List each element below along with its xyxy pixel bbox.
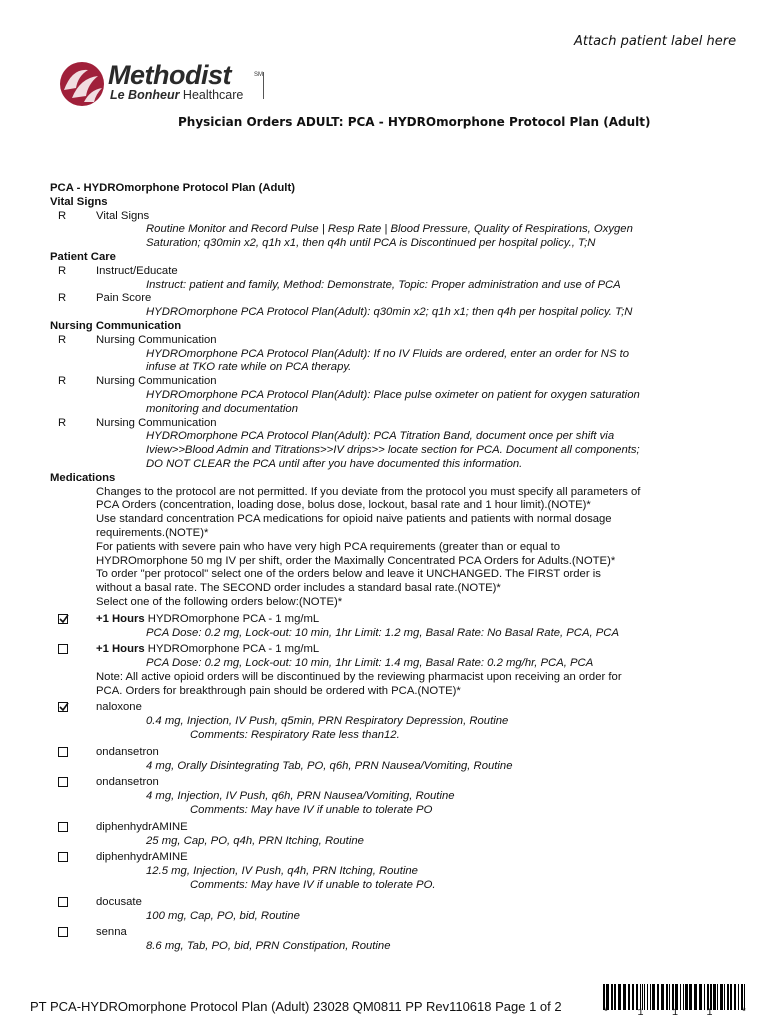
medication-detail: 4 mg, Injection, IV Push, q6h, PRN Nausea/Vomiting, Routine xyxy=(146,790,455,803)
medication-comment: Comments: May have IV if unable to tolerate PO. xyxy=(190,879,436,892)
medication-order xyxy=(50,746,740,774)
medication-order xyxy=(50,613,740,641)
barcode-bar xyxy=(683,984,684,1010)
attach-label: Attach patient label here xyxy=(574,34,737,49)
barcode-bar xyxy=(744,984,745,1010)
barcode-bar xyxy=(699,984,702,1010)
order-checkbox[interactable] xyxy=(58,897,68,907)
note-text: Use standard concentration PCA medications for opioid naive patients and patients with normal dosage xyxy=(96,513,612,526)
note-text: HYDROmorphone 50 mg IV per shift, order the Maximally Concentrated PCA Orders for Adults.(NOTE)* xyxy=(96,554,616,567)
medication-detail: PCA Dose: 0.2 mg, Lock-out: 10 min, 1hr Limit: 1.4 mg, Basal Rate: 0.2 mg/hr, PCA, PCA xyxy=(146,657,594,670)
medication-detail: 4 mg, Orally Disintegrating Tab, PO, q6h, PRN Nausea/Vomiting, Routine xyxy=(146,759,513,772)
barcode-bar xyxy=(669,984,670,1010)
order-detail: DO NOT CLEAR the PCA until after you have documented this information. xyxy=(146,457,523,470)
medication-detail: 25 mg, Cap, PO, q4h, PRN Itching, Routine xyxy=(146,834,364,847)
order-detail: HYDROmorphone PCA Protocol Plan(Adult): Place pulse oximeter on patient for oxygen saturation xyxy=(146,388,640,401)
order-pain-score: R Pain Score xyxy=(58,292,152,305)
note-text: PCA. Orders for breakthrough pain should be ordered with PCA.(NOTE)* xyxy=(96,684,461,697)
barcode-bar xyxy=(730,984,732,1010)
medication-detail: 12.5 mg, Injection, IV Push, q4h, PRN Itching, Routine xyxy=(146,865,418,878)
barcode-bar xyxy=(640,984,641,1010)
barcode-bar xyxy=(632,984,634,1010)
order-nursing-2: R Nursing Communication xyxy=(58,375,217,388)
barcode-char: 1 xyxy=(637,1008,644,1019)
barcode-bar xyxy=(713,984,716,1010)
methodist-logo xyxy=(58,58,273,110)
order-checkbox[interactable] xyxy=(58,614,68,624)
medication-detail: PCA Dose: 0.2 mg, Lock-out: 10 min, 1hr Limit: 1.2 mg, Basal Rate: No Basal Rate, PCA, PCA xyxy=(146,626,619,639)
order-vital-signs: R Vital Signs xyxy=(58,209,150,222)
order-content xyxy=(50,182,740,954)
barcode-bar xyxy=(707,984,709,1010)
note-text: To order "per protocol" select one of the orders below and leave it UNCHANGED. The FIRST order is xyxy=(96,568,601,581)
medication-order xyxy=(50,821,740,849)
plan-title: PCA - HYDROmorphone Protocol Plan (Adult) xyxy=(50,182,295,194)
medication-name: naloxone xyxy=(96,701,142,714)
order-detail: Saturation; q30min x2, q1h x1, then q4h until PCA is Discontinued per hospital policy., T;N xyxy=(146,237,596,250)
note-text: Select one of the following orders below:(NOTE)* xyxy=(96,595,343,608)
barcode-bar xyxy=(741,984,743,1010)
order-detail: Routine Monitor and Record Pulse | Resp Rate | Blood Pressure, Quality of Respirations, Oxygen xyxy=(146,223,633,236)
order-checkbox[interactable] xyxy=(58,822,68,832)
order-detail: monitoring and documentation xyxy=(146,402,298,415)
barcode-bar xyxy=(650,984,651,1010)
barcode-bar xyxy=(680,984,681,1010)
barcode-bar xyxy=(694,984,697,1010)
logo-emblem-icon xyxy=(58,60,106,108)
logo-wordmark: Methodist xyxy=(108,60,231,90)
medication-order xyxy=(50,701,740,742)
order-detail: Iview>>Blood Admin and Titrations>>IV drips>> locate section for PCA. Document all components; xyxy=(146,444,640,457)
medication-detail: 8.6 mg, Tab, PO, bid, PRN Constipation, Routine xyxy=(146,940,391,953)
barcode-bar xyxy=(720,984,723,1010)
medication-name: +1 Hours HYDROmorphone PCA - 1 mg/mL xyxy=(96,612,320,625)
barcode-char: 1 xyxy=(706,1008,713,1019)
medication-order xyxy=(50,776,740,817)
document-title: Physician Orders ADULT: PCA - HYDROmorphone Protocol Plan (Adult) xyxy=(178,115,651,129)
checkmark-icon xyxy=(58,613,70,625)
medication-comment: Comments: May have IV if unable to tolerate PO xyxy=(190,804,433,817)
barcode-bar xyxy=(618,984,621,1010)
barcode-bar xyxy=(614,984,616,1010)
barcode-bar xyxy=(628,984,630,1010)
barcode-bar xyxy=(657,984,659,1010)
barcode-bar xyxy=(738,984,739,1010)
medication-order xyxy=(50,851,740,892)
order-checkbox[interactable] xyxy=(58,702,68,712)
logo-subtitle: Le Bonheur Healthcare xyxy=(110,88,244,102)
barcode-bar xyxy=(642,984,643,1010)
order-checkbox[interactable] xyxy=(58,747,68,757)
barcode-bar xyxy=(672,984,674,1010)
barcode-bar xyxy=(717,984,718,1010)
order-checkbox[interactable] xyxy=(58,852,68,862)
medication-name: senna xyxy=(96,926,127,939)
medication-comment: Comments: Respiratory Rate less than12. xyxy=(190,729,400,742)
medication-detail: 100 mg, Cap, PO, bid, Routine xyxy=(146,909,300,922)
note-text: Changes to the protocol are not permitted. If you deviate from the protocol you must specify all parameters of xyxy=(96,485,641,498)
medication-order xyxy=(50,896,740,924)
barcode-bar xyxy=(623,984,626,1010)
barcode-bar xyxy=(675,984,678,1010)
order-instruct: R Instruct/Educate xyxy=(58,264,178,277)
barcode-bar xyxy=(734,984,736,1010)
barcode-bar xyxy=(652,984,655,1010)
medication-name: ondansetron xyxy=(96,776,159,789)
barcode-bar xyxy=(727,984,729,1010)
barcode-bar xyxy=(636,984,638,1010)
medication-name: +1 Hours HYDROmorphone PCA - 1 mg/mL xyxy=(96,643,320,656)
section-patient-care: Patient Care xyxy=(50,250,116,263)
barcode-char: 1 xyxy=(671,1008,678,1019)
barcode-text xyxy=(603,1008,747,1019)
note-text: PCA Orders (concentration, loading dose, bolus dose, lockout, basal rate and 1 hour limit).(NOTE)* xyxy=(96,499,591,512)
medication-name: diphenhydrAMINE xyxy=(96,820,188,833)
order-checkbox[interactable] xyxy=(58,644,68,654)
order-detail: infuse at TKO rate while on PCA therapy. xyxy=(146,361,352,374)
barcode-bar xyxy=(685,984,688,1010)
barcode-bar xyxy=(606,984,609,1010)
order-detail: Instruct: patient and family, Method: Demonstrate, Topic: Proper administration and use of PCA xyxy=(146,278,621,291)
barcode-bar xyxy=(710,984,712,1010)
section-nursing-communication: Nursing Communication xyxy=(50,319,182,332)
medication-name: docusate xyxy=(96,895,142,908)
order-nursing-3: R Nursing Communication xyxy=(58,416,217,429)
barcode-bar xyxy=(647,984,648,1010)
checkmark-icon xyxy=(58,701,70,713)
medication-detail: 0.4 mg, Injection, IV Push, q5min, PRN Respiratory Depression, Routine xyxy=(146,715,509,728)
order-detail: HYDROmorphone PCA Protocol Plan(Adult): PCA Titration Band, document once per shift via xyxy=(146,430,615,443)
footer-text: PT PCA-HYDROmorphone Protocol Plan (Adult) 23028 QM0811 PP Rev110618 Page 1 of 2 xyxy=(30,999,562,1014)
note-text: requirements.(NOTE)* xyxy=(96,526,209,539)
medication-name: diphenhydrAMINE xyxy=(96,851,188,864)
order-nursing-1: R Nursing Communication xyxy=(58,333,217,346)
order-detail: HYDROmorphone PCA Protocol Plan(Adult): If no IV Fluids are ordered, enter an order for NS to xyxy=(146,347,630,360)
note-text: For patients with severe pain who have very high PCA requirements (greater than or equal to xyxy=(96,540,561,553)
section-medications: Medications xyxy=(50,471,116,484)
medication-name: ondansetron xyxy=(96,745,159,758)
order-detail: HYDROmorphone PCA Protocol Plan(Adult): q30min x2; q1h x1; then q4h per hospital policy. T;N xyxy=(146,306,633,319)
barcode-char: * xyxy=(603,1008,610,1019)
barcode-bar xyxy=(704,984,705,1010)
barcode-bar xyxy=(689,984,692,1010)
barcode-bar xyxy=(603,984,605,1010)
barcode-bar xyxy=(644,984,645,1010)
barcode-char: * xyxy=(740,1008,747,1019)
note-text: without a basal rate. The SECOND order includes a standard basal rate.(NOTE)* xyxy=(96,582,501,595)
barcode-bar xyxy=(724,984,725,1010)
medication-order xyxy=(50,643,740,671)
medication-order xyxy=(50,926,740,954)
barcode-bar xyxy=(661,984,664,1010)
order-checkbox[interactable] xyxy=(58,777,68,787)
logo-service-mark: SM xyxy=(254,72,263,78)
barcode-bar xyxy=(611,984,613,1010)
barcode-bar xyxy=(666,984,668,1010)
section-vital-signs: Vital Signs xyxy=(50,195,108,208)
order-checkbox[interactable] xyxy=(58,927,68,937)
note-text: Note: All active opioid orders will be discontinued by the reviewing pharmacist upon receiving an order for xyxy=(96,670,622,683)
